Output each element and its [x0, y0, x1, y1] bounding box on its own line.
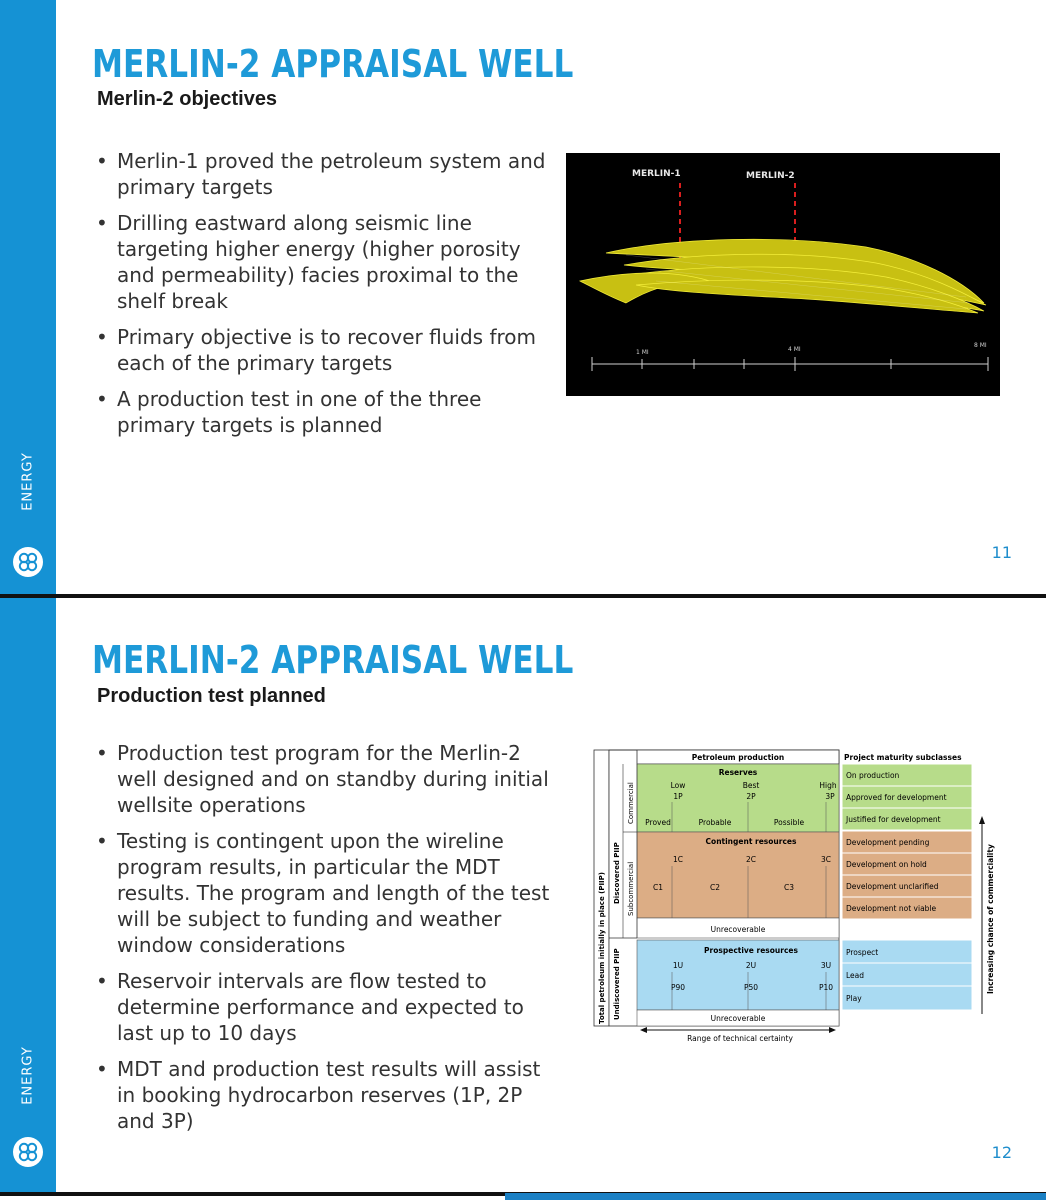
bullet-item: • Merlin-1 proved the petroleum system and primary targets [92, 148, 547, 200]
subcommercial-label: Subcommercial [627, 861, 635, 916]
brand-sidebar [0, 598, 56, 1192]
maturity-subclasses [842, 764, 972, 1010]
best-label: Best [742, 781, 760, 790]
page-number: 12 [991, 1143, 1012, 1162]
brand-name: ENERGY [20, 1046, 36, 1105]
chance-label: Increasing chance of commerciality [986, 844, 995, 994]
range-label: Range of technical certainty [687, 1034, 793, 1043]
well-label-merlin-2: MERLIN-2 [746, 171, 795, 181]
scale-label-8mi: 8 MI [974, 342, 987, 349]
c2-label: C2 [709, 883, 721, 892]
subclass-label: Justified for development [846, 815, 941, 824]
subclass-label: On production [846, 771, 900, 780]
bullet-item: • Primary objective is to recover fluids from each of the primary targets [92, 324, 547, 376]
piip-label: Total petroleum initially in place (PIIP) [598, 872, 606, 1024]
bullet-item: • A production test in one of the three primary targets is planned [92, 386, 547, 438]
commercial-label: Commercial [627, 782, 635, 824]
resource-classification-diagram [590, 744, 1002, 1044]
bullet-item: • Testing is contingent upon the wireline program results, in particular the MDT results. The program and length of the test will be subject to funding and weather window considerations [92, 828, 554, 958]
bullet-list [92, 740, 554, 1144]
unrecoverable-label: Unrecoverable [710, 925, 766, 934]
subclass-label: Prospect [846, 948, 879, 957]
bullet-list [92, 148, 547, 448]
p3-label: 3P [825, 792, 835, 801]
slide-12 [0, 598, 1046, 1192]
high-label: High [819, 781, 837, 790]
p90-label: P90 [670, 983, 686, 992]
subclass-label: Approved for development [846, 793, 947, 802]
p1-label: 1P [673, 792, 683, 801]
bullet-item: • Reservoir intervals are flow tested to determine performance and expected to last up to 10 days [92, 968, 554, 1046]
c3-label: C3 [783, 883, 795, 892]
seismic-image [566, 153, 1000, 396]
bullet-item: • Production test program for the Merlin-2 well designed and on standby during initial wellsite operations [92, 740, 554, 818]
slide-subtitle: Production test planned [97, 685, 326, 707]
bullet-item: • Drilling eastward along seismic line targeting higher energy (higher porosity and permeability) facies proximal to the shelf break [92, 210, 547, 314]
subclass-label: Development not viable [846, 904, 937, 913]
low-label: Low [670, 781, 686, 790]
bullet-item: • MDT and production test results will assist in booking hydrocarbon reserves (1P, 2P and 3P) [92, 1056, 554, 1134]
u1-label: 1U [672, 961, 684, 970]
c1-label: C1 [652, 883, 664, 892]
slide-title: MERLIN-2 APPRAISAL WELL [92, 638, 574, 682]
slide-subtitle: Merlin-2 objectives [97, 88, 278, 110]
project-maturity-header: Project maturity subclasses [844, 753, 962, 762]
scale-label-1mi: 1 MI [636, 349, 649, 356]
scale-label-4mi: 4 MI [788, 346, 801, 353]
petroleum-production-label: Petroleum production [691, 753, 785, 762]
p2-label: 2P [746, 792, 756, 801]
undiscovered-piip-label: Undiscovered PIIP [613, 948, 621, 1020]
subclass-label: Development on hold [846, 860, 927, 869]
subclass-label: Development unclarified [846, 882, 939, 891]
subclass-label: Development pending [846, 838, 930, 847]
p50-label: P50 [743, 983, 759, 992]
possible-label: Possible [773, 818, 805, 827]
u3-label: 3U [820, 961, 832, 970]
slide-11 [0, 0, 1046, 594]
brand-logo-icon [12, 1136, 44, 1168]
reserves-label: Reserves [718, 768, 758, 777]
subclass-label: Lead [846, 971, 865, 980]
c2x-label: 2C [745, 855, 757, 864]
probable-label: Probable [698, 818, 732, 827]
contingent-label: Contingent resources [705, 837, 797, 846]
discovered-piip-label: Discovered PIIP [613, 842, 621, 904]
brand-name: ENERGY [20, 452, 36, 511]
proved-label: Proved [645, 818, 671, 827]
unrecoverable-label: Unrecoverable [710, 1014, 766, 1023]
brand-logo-icon [12, 546, 44, 578]
c1x-label: 1C [672, 855, 684, 864]
p10-label: P10 [818, 983, 834, 992]
slide-title: MERLIN-2 APPRAISAL WELL [92, 42, 574, 86]
subclass-label: Play [846, 994, 862, 1003]
u2-label: 2U [745, 961, 757, 970]
brand-sidebar [0, 0, 56, 594]
c3x-label: 3C [820, 855, 832, 864]
bottom-accent-bar [505, 1193, 1046, 1200]
page-number: 11 [991, 543, 1012, 562]
well-label-merlin-1: MERLIN-1 [632, 169, 681, 179]
prospective-label: Prospective resources [704, 946, 798, 955]
